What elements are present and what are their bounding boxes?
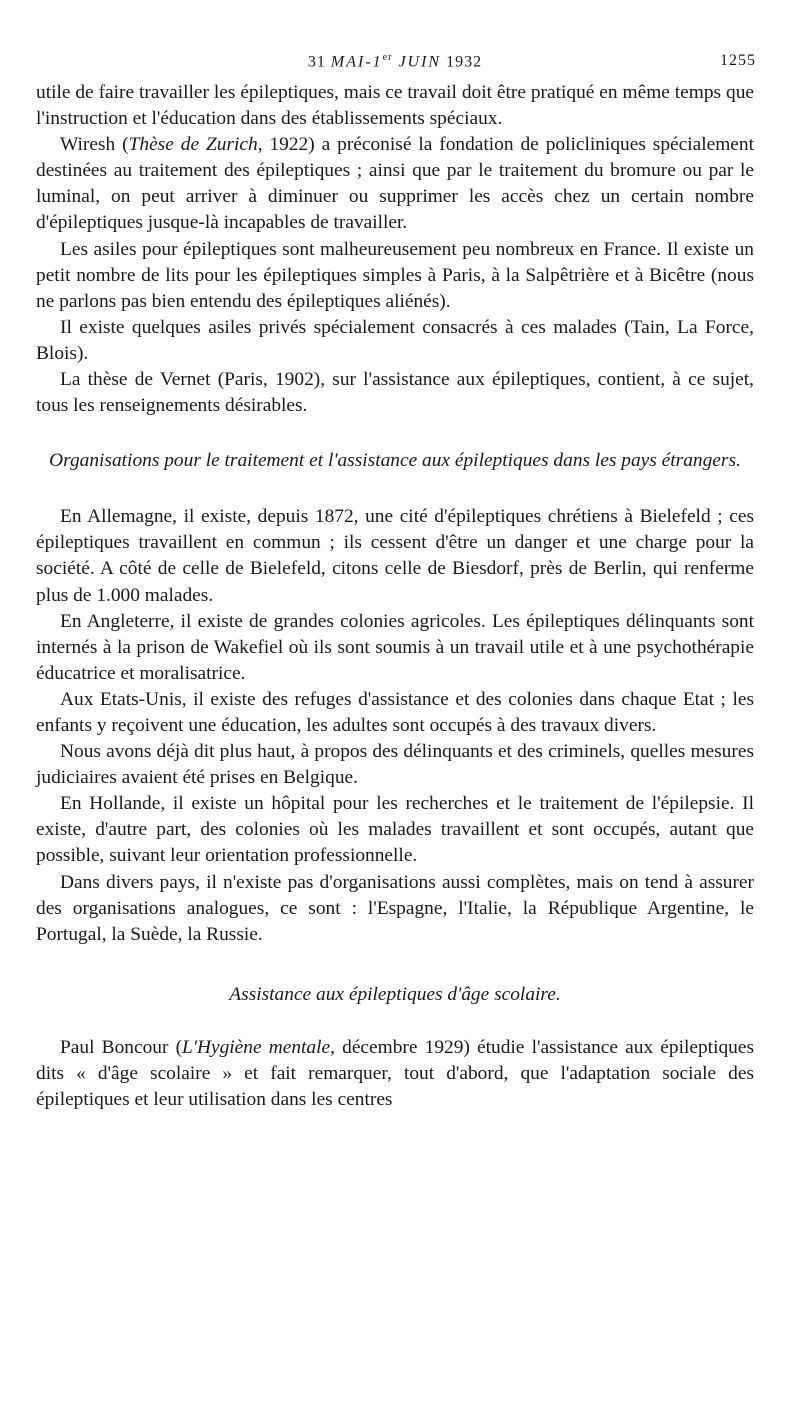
paragraph: Dans divers pays, il n'existe pas d'organisations aussi complètes, mais on tend à assurer des organisations analogues, ce sont : l'Espagne, l'Italie, la République Argentine, le Portugal, la Suède, la Russie. [36, 871, 754, 945]
issue-date [36, 52, 754, 71]
paragraph: En Allemagne, il existe, depuis 1872, une cité d'épileptiques chrétiens à Bielefeld ; ces épileptiques travaillent en commun ; ils cessent d'être un danger et une charge pour la société. A côté de celle de Bielefeld, citons celle de Biesdorf, près de Berlin, qui renferme plus de 1.000 malades. [36, 506, 754, 606]
paragraph: Aux Etats-Unis, il existe des refuges d'assistance et des colonies dans chaque Etat ; les enfants y reçoivent une éducation, les adultes sont occupés à des travaux divers. [36, 688, 754, 736]
paragraph-wiresh [36, 132, 754, 236]
body-text-top [36, 80, 754, 419]
page [36, 0, 754, 1113]
page-number: 1255 [720, 52, 756, 69]
paragraph: utile de faire travailler les épileptiques, mais ce travail doit être pratiqué en même temps que l'instruction et l'éducation dans des établissements spéciaux. [36, 82, 754, 130]
date-month-2: JUIN [392, 53, 442, 71]
boncour-rest: , décembre 1929) étudie l'assistance aux épileptiques dits « d'âge scolaire » et fait remarquer, tout d'abord, que l'adaptation sociale des épileptiques et leur utilisation dans les centres [36, 1036, 754, 1110]
date-month: MAI-1 [330, 53, 383, 71]
date-year: 1932 [441, 53, 483, 71]
wiresh-title: Thèse de Zurich [128, 134, 258, 156]
running-head [36, 52, 754, 80]
paragraph: Les asiles pour épileptiques sont malheureusement peu nombreux en France. Il existe un petit nombre de lits pour les épileptiques simples à Paris, à la Salpêtrière et à Bicêtre (nous ne parlons pas bien entendu des épileptiques aliénés). [36, 238, 754, 312]
paragraph: La thèse de Vernet (Paris, 1902), sur l'assistance aux épileptiques, contient, à ce sujet, tous les renseignements désirables. [36, 369, 754, 417]
wiresh-rest: , 1922) a préconisé la fondation de policliniques spécialement destinées au traitement des épileptiques ; ainsi que par le traitement du bromure ou par le luminal, on peut arriver à diminuer ou supprimer les accès chez un certain nombre d'épileptiques jusque-là incapables de travailler. [36, 134, 754, 234]
paragraph: Il existe quelques asiles privés spécialement consacrés à ces malades (Tain, La Force, Blois). [36, 316, 754, 364]
body-text-school [36, 1035, 754, 1113]
section-title-school: Assistance aux épileptiques d'âge scolaire. [229, 983, 561, 1005]
paragraph: En Angleterre, il existe de grandes colonies agricoles. Les épileptiques délinquants sont internés à la prison de Wakefiel où ils sont soumis à un travail utile et à une psychothérapie éducatrice et moralisatrice. [36, 610, 754, 684]
boncour-title: L'Hygiène mentale [182, 1036, 331, 1058]
body-text-foreign [36, 504, 754, 948]
paragraph: En Hollande, il existe un hôpital pour les recherches et le traitement de l'épilepsie. Il existe, d'autre part, des colonies où les malades travaillent et sont occupés, autant que possible, suivant leur orientation professionnelle. [36, 793, 754, 867]
date-day: 31 [307, 53, 331, 71]
boncour-name: Paul Boncour ( [60, 1036, 183, 1058]
wiresh-name: Wiresh ( [60, 134, 129, 156]
paragraph: Nous avons déjà dit plus haut, à propos des délinquants et des criminels, quelles mesures judiciaires avaient été prises en Belgique. [36, 741, 754, 789]
date-superscript: er [382, 52, 393, 63]
paragraph-boncour [36, 1035, 754, 1113]
section-title-foreign: Organisations pour le traitement et l'assistance aux épileptiques dans les pays étrangers. [49, 450, 741, 472]
